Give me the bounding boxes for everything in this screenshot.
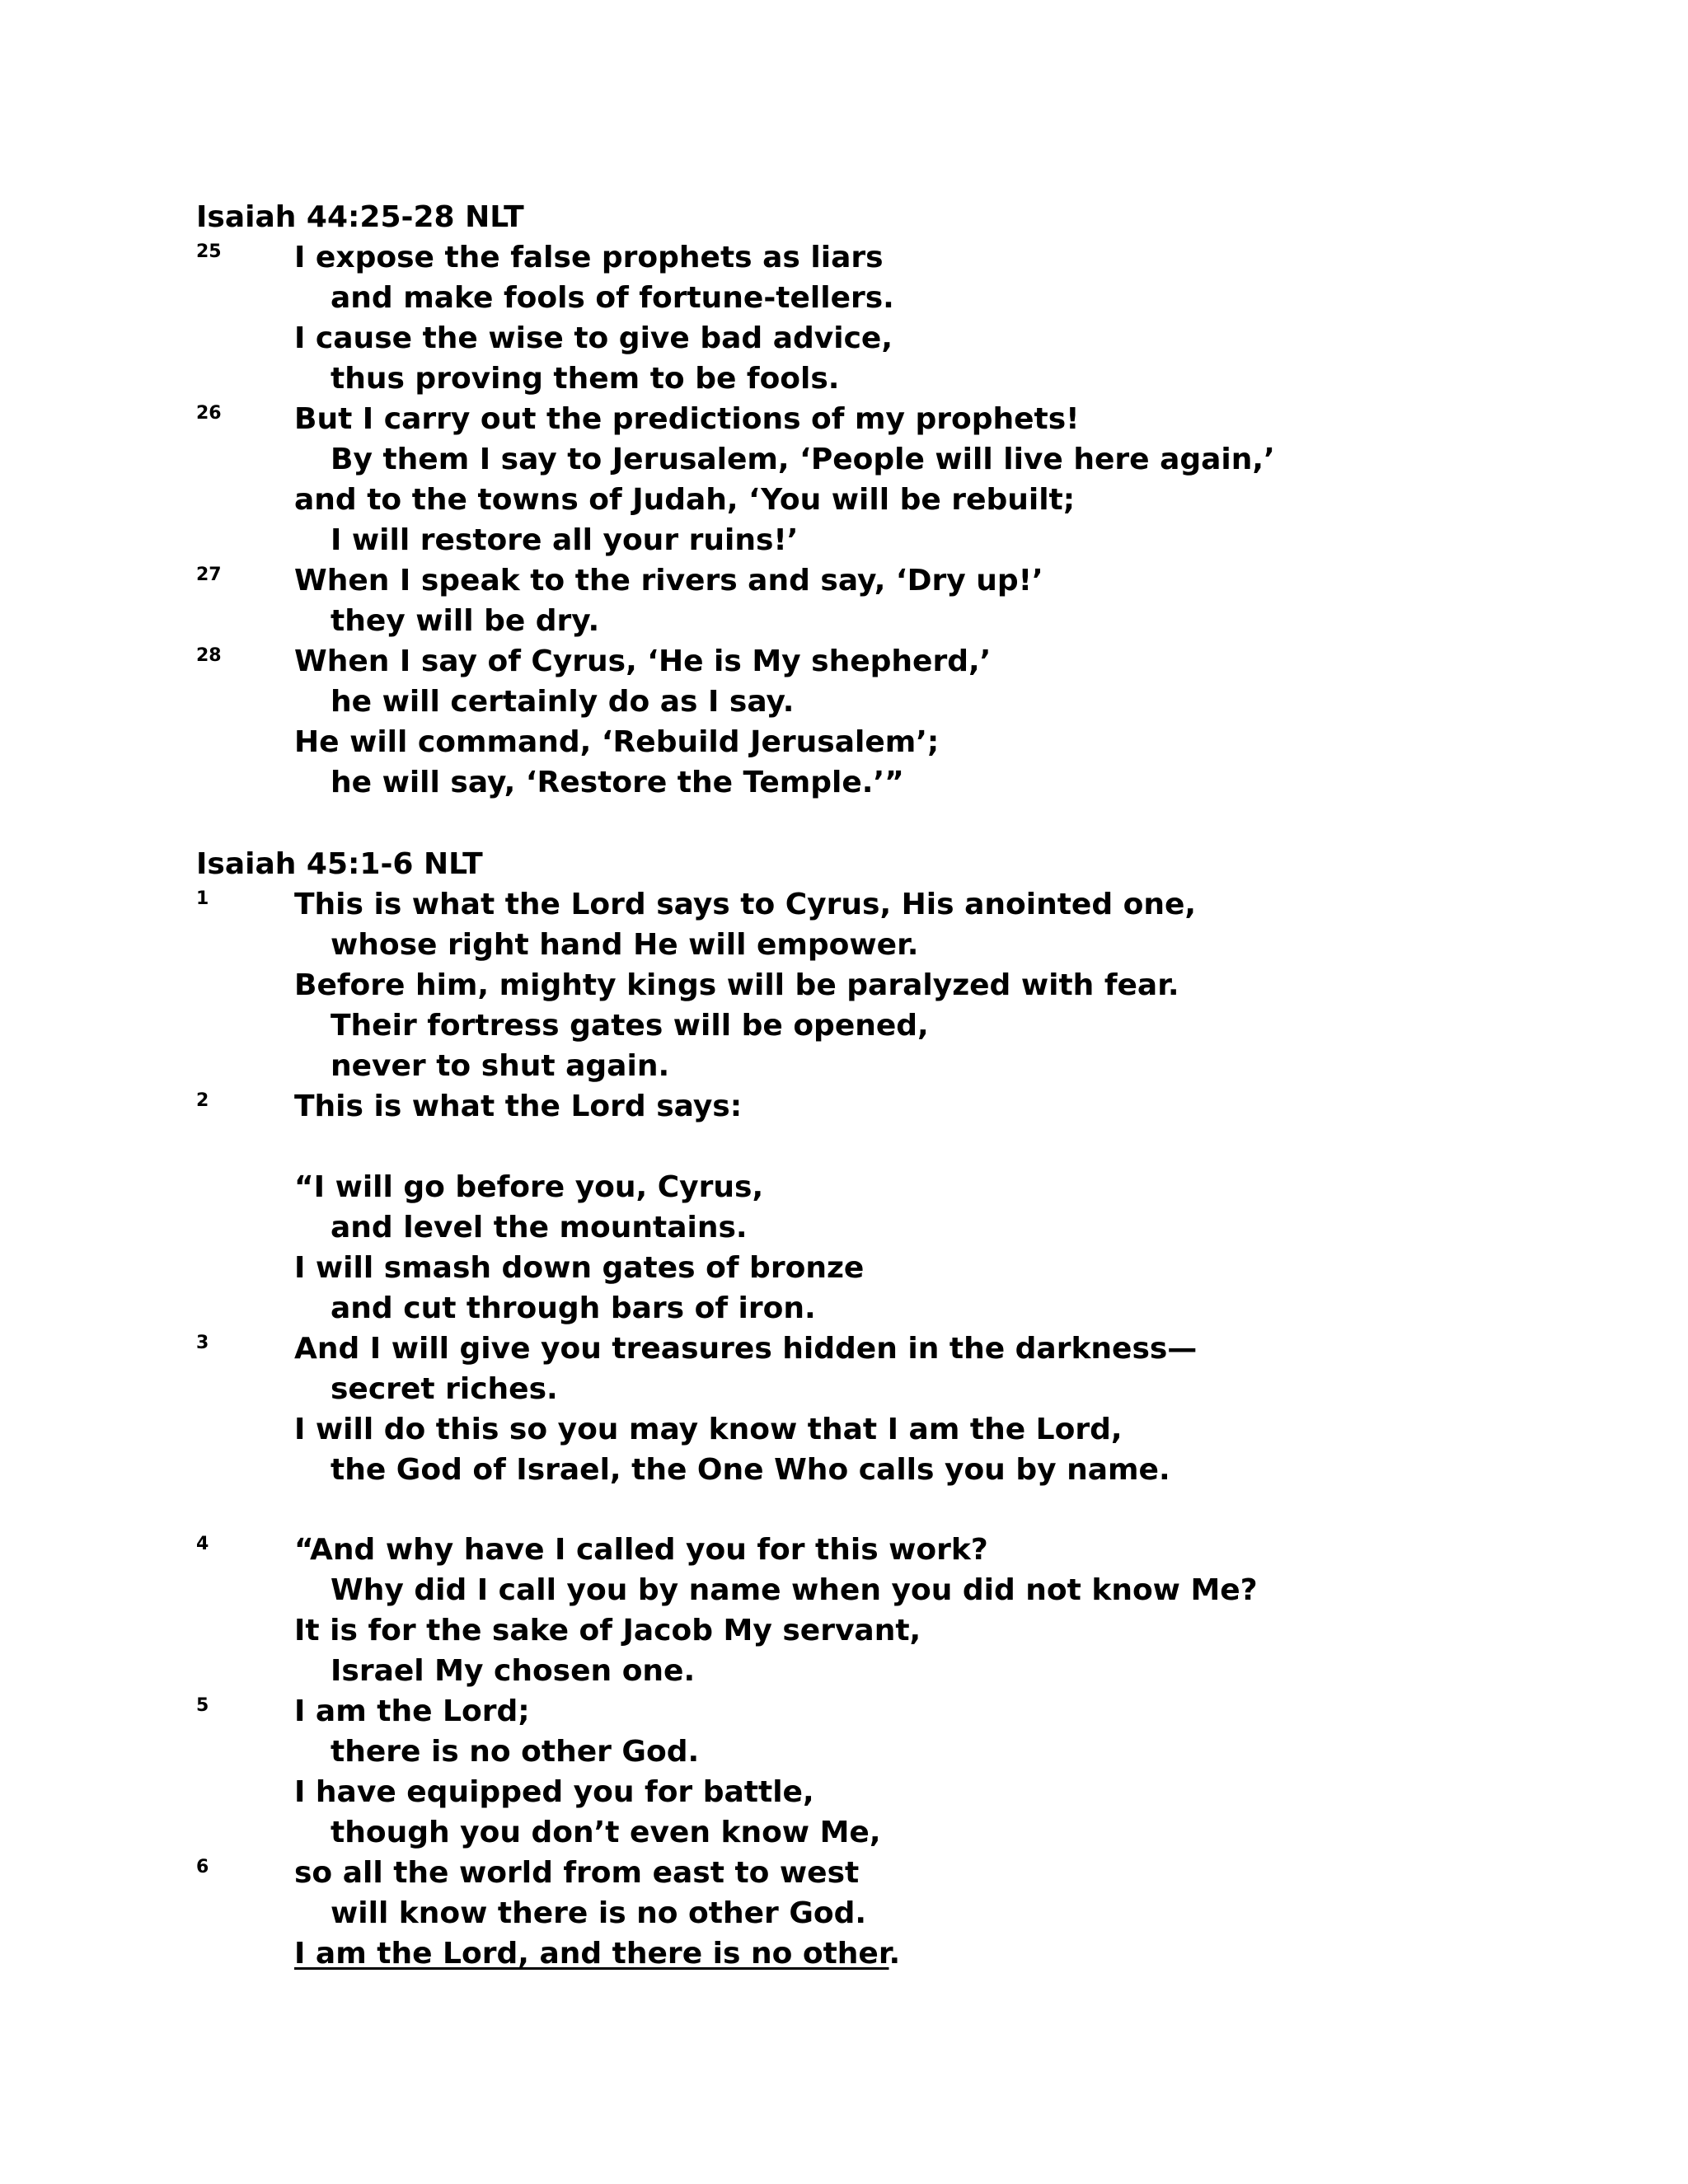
verse-line: Before him, mighty kings will be paralyzed with fear. (294, 968, 1179, 1002)
verse-number: 28 (196, 645, 222, 666)
verse-line: I have equipped you for battle, (294, 1775, 814, 1809)
verse-line: he will say, ‘Restore the Temple.’” (331, 766, 904, 799)
verse-line: By them I say to Jerusalem, ‘People will live here again,’ (331, 443, 1275, 476)
verse-line: so all the world from east to west (294, 1856, 860, 1890)
verse-line: I expose the false prophets as liars (294, 241, 884, 274)
verse-line: This is what the Lord says to Cyrus, His anointed one, (294, 888, 1197, 921)
verse-line: I am the Lord; (294, 1694, 530, 1728)
verse-number: 25 (196, 241, 222, 262)
underlined-declaration: I am the Lord, and there is no other (294, 1937, 889, 1971)
verse-line: they will be dry. (331, 604, 600, 638)
verse-line: “I will go before you, Cyrus, (294, 1170, 764, 1204)
verse-line: I cause the wise to give bad advice, (294, 321, 893, 355)
verse-line: he will certainly do as I say. (331, 685, 795, 719)
verse-number: 4 (196, 1534, 209, 1554)
verse-number: 27 (196, 565, 222, 585)
verse-number: 26 (196, 403, 222, 424)
passage-heading: Isaiah 45:1-6 NLT (196, 847, 483, 881)
verse-line: and level the mountains. (331, 1211, 748, 1244)
verse-line: But I carry out the predictions of my prophets! (294, 402, 1080, 436)
verse-line: thus proving them to be fools. (331, 362, 840, 396)
verse-line: and to the towns of Judah, ‘You will be rebuilt; (294, 483, 1076, 517)
verse-line: He will command, ‘Rebuild Jerusalem’; (294, 725, 940, 759)
verse-line: and cut through bars of iron. (331, 1291, 816, 1325)
verse-line: I will smash down gates of bronze (294, 1251, 865, 1285)
verse-number: 6 (196, 1857, 209, 1877)
verse-line: Their fortress gates will be opened, (331, 1009, 929, 1043)
verse-line: This is what the Lord says: (294, 1090, 743, 1123)
verse-line: Israel My chosen one. (331, 1654, 696, 1688)
verse-line: there is no other God. (331, 1735, 700, 1769)
verse-line: never to shut again. (331, 1049, 670, 1083)
verse-line: I will restore all your ruins!’ (331, 523, 799, 557)
verse-number: 2 (196, 1090, 209, 1111)
verse-line: Why did I call you by name when you did not know Me? (331, 1573, 1258, 1607)
verse-number: 3 (196, 1333, 209, 1353)
verse-line: When I speak to the rivers and say, ‘Dry up!’ (294, 564, 1043, 598)
final-period: . (889, 1937, 901, 1971)
final-verse-line (294, 1934, 900, 1974)
verse-line: will know there is no other God. (331, 1896, 867, 1930)
verse-line: And I will give you treasures hidden in the darkness— (294, 1332, 1198, 1366)
verse-line: It is for the sake of Jacob My servant, (294, 1614, 921, 1647)
verse-number: 5 (196, 1695, 209, 1716)
verse-line: the God of Israel, the One Who calls you by name. (331, 1453, 1170, 1487)
verse-line: though you don’t even know Me, (331, 1816, 881, 1849)
passage-heading: Isaiah 44:25-28 NLT (196, 200, 524, 234)
verse-line: secret riches. (331, 1372, 558, 1406)
verse-line: I will do this so you may know that I am the Lord, (294, 1413, 1123, 1446)
verse-number: 1 (196, 888, 209, 909)
verse-line: When I say of Cyrus, ‘He is My shepherd,’ (294, 644, 992, 678)
verse-line: whose right hand He will empower. (331, 928, 919, 962)
verse-line: “And why have I called you for this work? (294, 1533, 988, 1567)
verse-line: and make fools of fortune-tellers. (331, 281, 894, 315)
